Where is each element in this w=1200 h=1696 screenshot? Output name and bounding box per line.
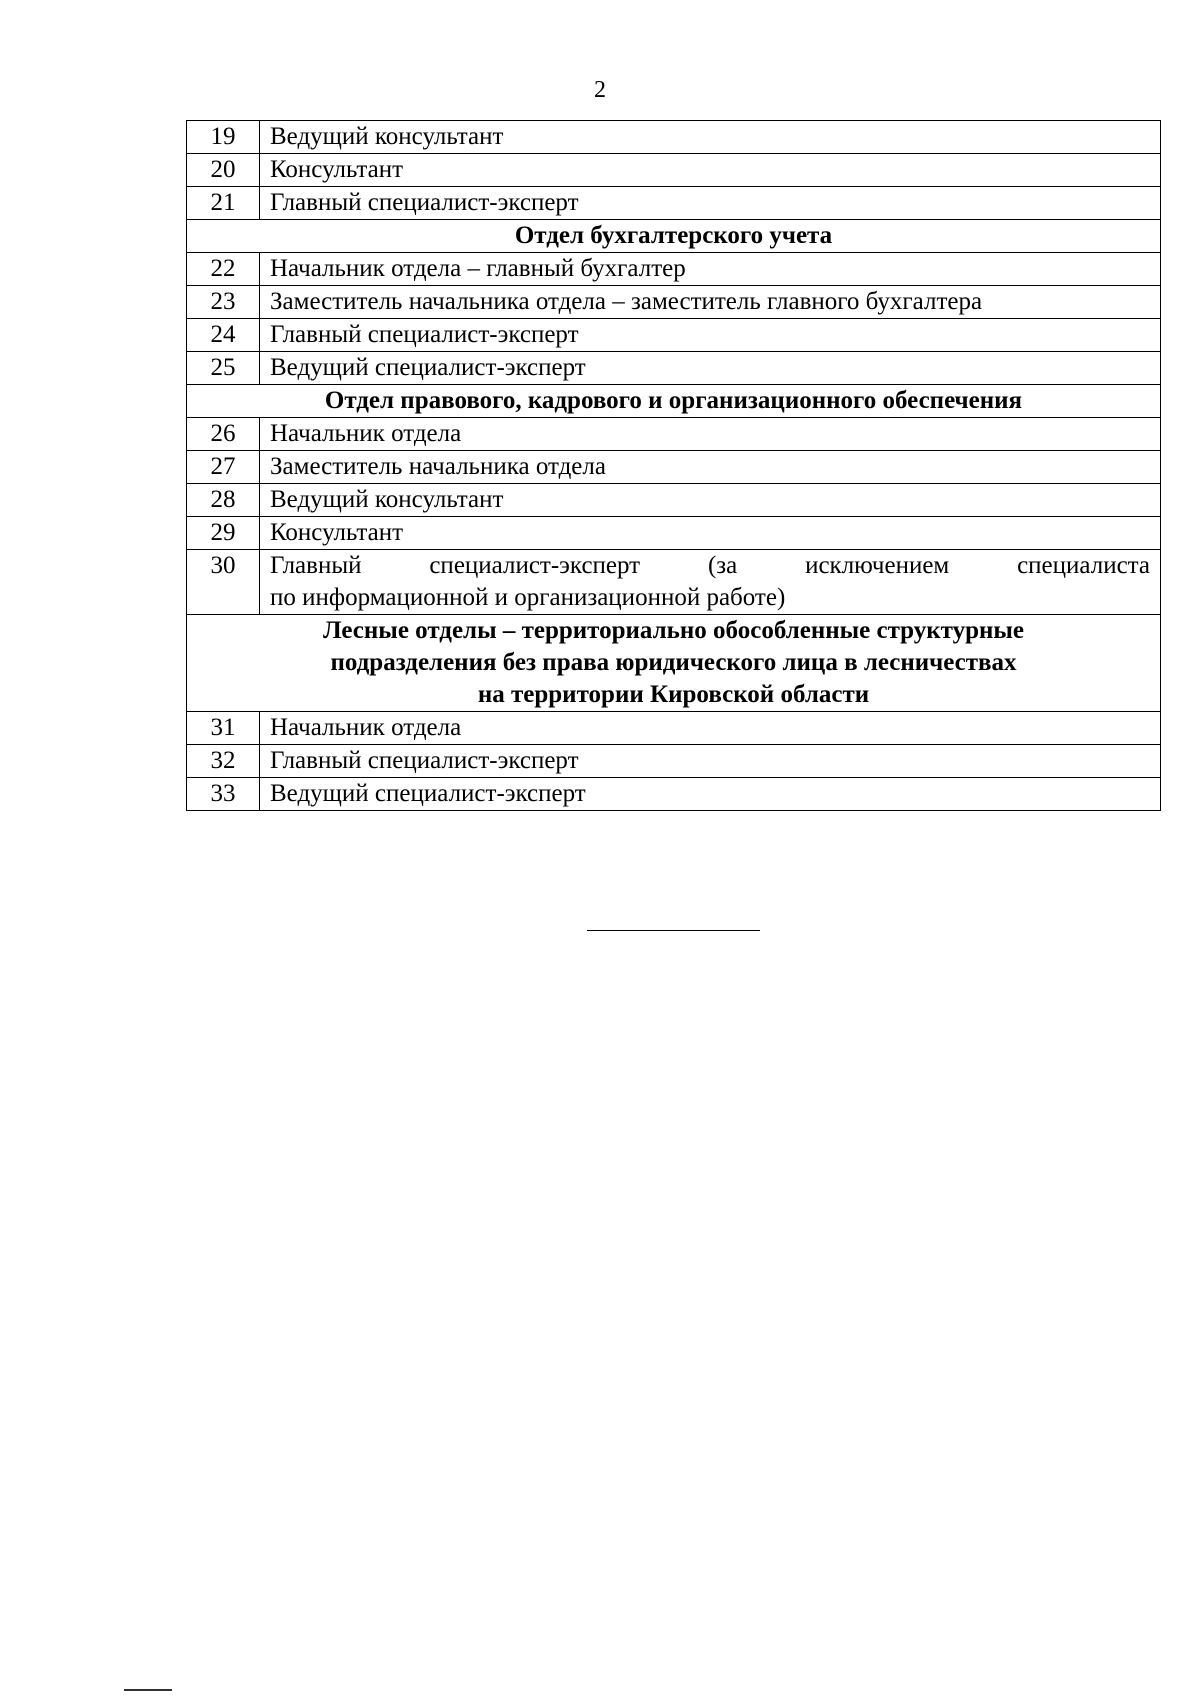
table-row xyxy=(187,121,1161,154)
section-heading-line: Отдел правового, кадрового и организационного обеспечения xyxy=(324,387,1023,414)
positions-table xyxy=(186,120,1161,811)
row-number: 25 xyxy=(187,352,260,385)
page-number: 2 xyxy=(594,77,606,103)
table-row xyxy=(187,712,1161,745)
row-number: 30 xyxy=(187,550,260,615)
section-row xyxy=(187,615,1161,712)
row-number: 27 xyxy=(187,451,260,484)
position-title: Ведущий консультант xyxy=(260,484,1161,517)
row-number: 33 xyxy=(187,778,260,811)
section-heading-forest-departments xyxy=(187,615,1161,712)
position-title: Главный специалист-эксперт xyxy=(260,745,1161,778)
table-row xyxy=(187,745,1161,778)
table-row xyxy=(187,778,1161,811)
position-title: Консультант xyxy=(260,517,1161,550)
position-title: Заместитель начальника отдела – заместитель главного бухгалтера xyxy=(260,286,1161,319)
position-title: Начальник отдела xyxy=(260,712,1161,745)
row-number: 26 xyxy=(187,418,260,451)
position-title: Заместитель начальника отдела xyxy=(260,451,1161,484)
row-number: 20 xyxy=(187,154,260,187)
position-title: Ведущий консультант xyxy=(260,121,1161,154)
row-number: 28 xyxy=(187,484,260,517)
row-number: 23 xyxy=(187,286,260,319)
position-title xyxy=(260,550,1161,615)
table-row xyxy=(187,253,1161,286)
table-row xyxy=(187,517,1161,550)
position-title-line: по информационной и организационной работе) xyxy=(270,584,786,611)
section-heading-legal-hr xyxy=(187,385,1161,418)
section-row xyxy=(187,385,1161,418)
section-heading-accounting xyxy=(187,220,1161,253)
position-title: Начальник отдела – главный бухгалтер xyxy=(260,253,1161,286)
row-number: 31 xyxy=(187,712,260,745)
table-row xyxy=(187,550,1161,615)
row-number: 29 xyxy=(187,517,260,550)
end-of-document-rule xyxy=(587,930,760,931)
section-heading-line: Отдел бухгалтерского учета xyxy=(514,222,833,249)
position-title: Ведущий специалист-эксперт xyxy=(260,778,1161,811)
position-title-line: Главный специалист-эксперт (за исключением специалиста xyxy=(270,552,1150,579)
position-title: Консультант xyxy=(260,154,1161,187)
table-row xyxy=(187,484,1161,517)
row-number: 19 xyxy=(187,121,260,154)
row-number: 22 xyxy=(187,253,260,286)
position-title: Ведущий специалист-эксперт xyxy=(260,352,1161,385)
table-row xyxy=(187,154,1161,187)
section-row xyxy=(187,220,1161,253)
row-number: 21 xyxy=(187,187,260,220)
section-heading-line: подразделения без права юридического лица в лесничествах xyxy=(330,649,1017,676)
table-row xyxy=(187,451,1161,484)
table-row xyxy=(187,418,1161,451)
section-heading-line: Лесные отделы – территориально обособленные структурные xyxy=(322,617,1025,644)
table-row xyxy=(187,286,1161,319)
position-title: Главный специалист-эксперт xyxy=(260,187,1161,220)
row-number: 24 xyxy=(187,319,260,352)
table-row xyxy=(187,187,1161,220)
position-title: Главный специалист-эксперт xyxy=(260,319,1161,352)
position-title: Начальник отдела xyxy=(260,418,1161,451)
section-heading-line: на территории Кировской области xyxy=(477,681,870,708)
scan-mark xyxy=(124,1689,172,1691)
table-row xyxy=(187,319,1161,352)
row-number: 32 xyxy=(187,745,260,778)
table-row xyxy=(187,352,1161,385)
